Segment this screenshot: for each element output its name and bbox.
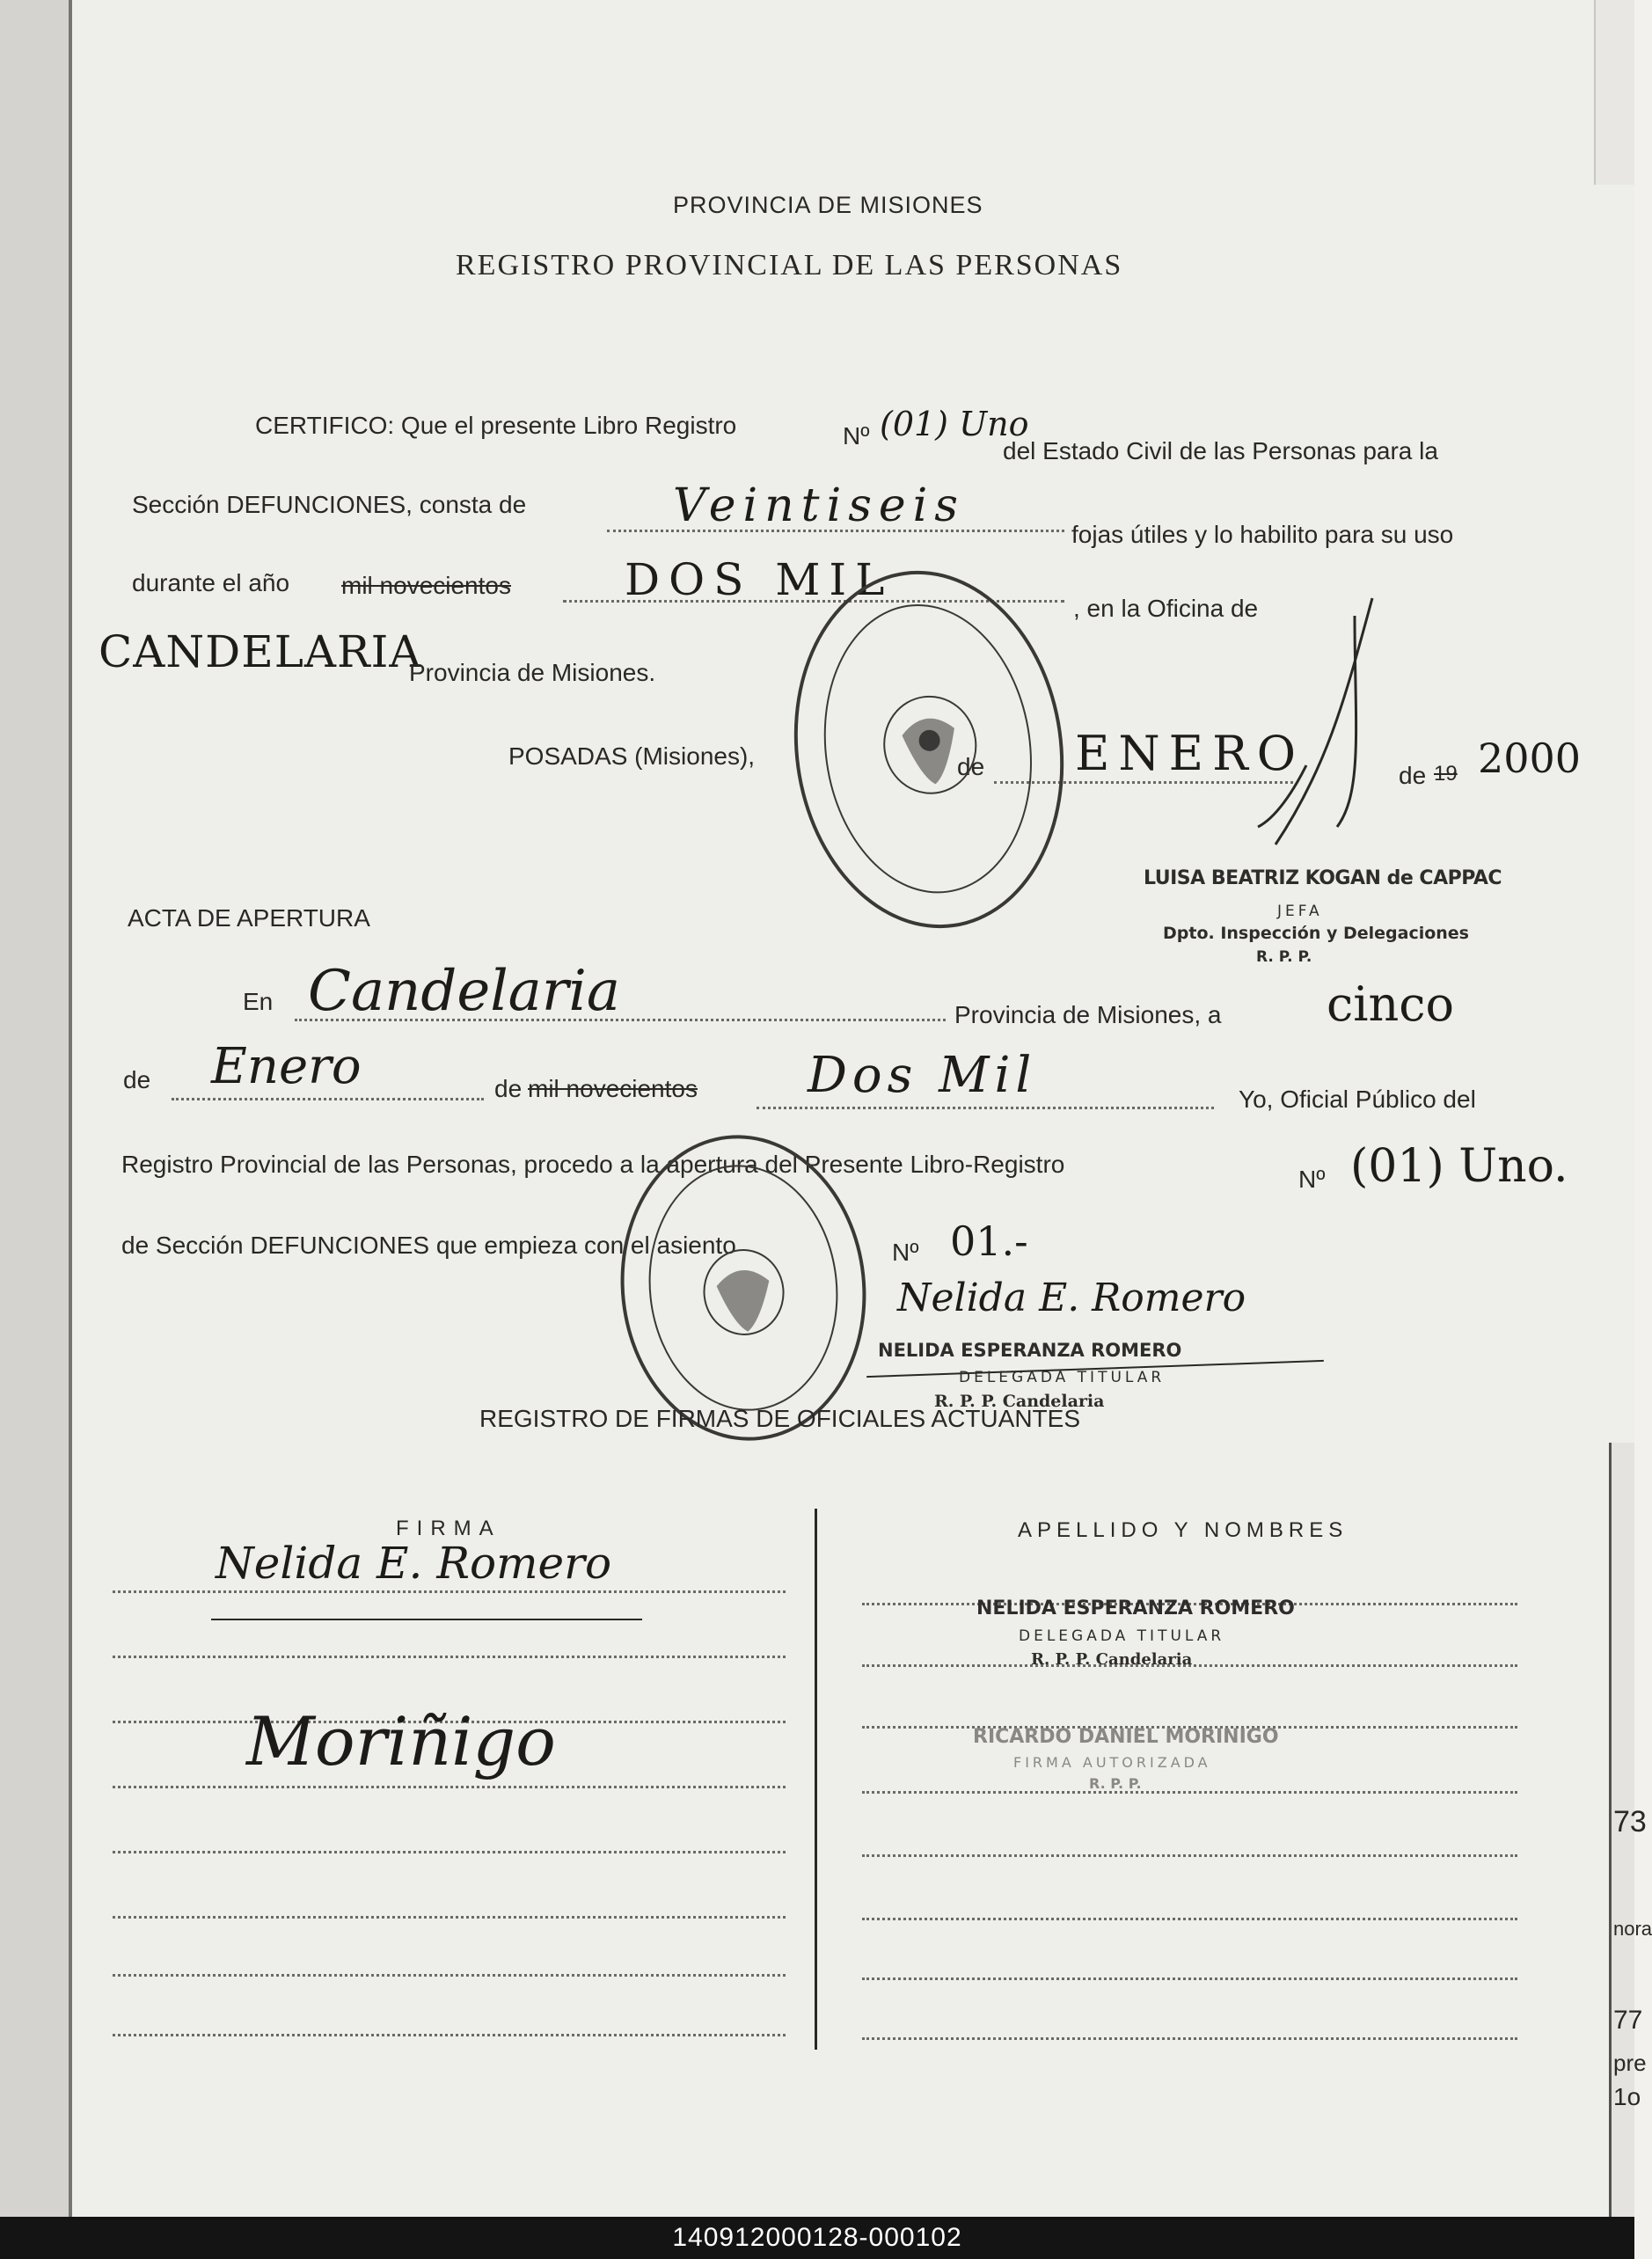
year-handwritten: DOS MIL (625, 554, 894, 605)
year-handwritten: Dos Mil (808, 1047, 1037, 1104)
officer-org-2: R. P. P. (1089, 1775, 1142, 1792)
officer-title-1: DELEGADA TITULAR (1019, 1627, 1225, 1645)
registry-heading: REGISTRO PROVINCIAL DE LAS PERSONAS (456, 249, 1123, 281)
cert-line4-end: Provincia de Misiones. (409, 659, 656, 686)
fill-line (113, 2034, 786, 2036)
de-year-label: de (1399, 762, 1427, 789)
province-heading: PROVINCIA DE MISIONES (673, 192, 983, 218)
acta-line4: de Sección DEFUNCIONES que empieza con el asiento (121, 1232, 736, 1259)
cert-line3-end: , en la Oficina de (1073, 595, 1259, 622)
fill-line (113, 1916, 786, 1919)
acta-no2: Nº (892, 1239, 919, 1266)
fill-line (757, 1107, 1214, 1109)
officer-name-1: NELIDA ESPERANZA ROMERO (976, 1597, 1295, 1619)
struck-text: mil novecientos (528, 1075, 698, 1102)
acta-province: Provincia de Misiones, a (954, 1001, 1222, 1028)
document-id-footer: 140912000128-000102 (0, 2217, 1634, 2259)
official-name: LUISA BEATRIZ KOGAN de CAPPAC (1144, 867, 1502, 889)
fill-line (862, 2037, 1517, 2040)
acta-de2: de (494, 1075, 523, 1102)
acta-yo: Yo, Oficial Público del (1239, 1086, 1476, 1113)
signature-underline (211, 1619, 642, 1620)
fill-line (862, 1854, 1517, 1857)
cert-line2-end: fojas útiles y lo habilito para su uso (1071, 521, 1454, 548)
officer-signature-1: Nelida E. Romero (216, 1538, 612, 1589)
edge-fragment: 73 (1613, 1805, 1647, 1839)
signature-stroke (1223, 563, 1407, 853)
column-divider (815, 1509, 817, 2050)
month-handwritten: Enero (211, 1038, 362, 1095)
book-spine (0, 0, 72, 2217)
officer-title-2: FIRMA AUTORIZADA (1013, 1754, 1211, 1771)
acta-title: ACTA DE APERTURA (128, 904, 370, 932)
de-label: de (957, 753, 985, 780)
fill-line (862, 1791, 1517, 1794)
adjacent-page-edge (1609, 1443, 1652, 2217)
folios-handwritten: Veintiseis (673, 479, 965, 532)
day-handwritten: cinco (1327, 976, 1455, 1032)
place-handwritten: Candelaria (308, 959, 621, 1024)
official-title: JEFA (1277, 903, 1323, 920)
cert-line2-start: Sección DEFUNCIONES, consta de (132, 491, 527, 518)
fill-line (113, 1974, 786, 1977)
entry-handwritten: 01.- (950, 1217, 1028, 1265)
cert-line3-start: durante el año (132, 569, 290, 596)
fill-line (113, 1786, 786, 1788)
signatures-title: REGISTRO DE FIRMAS DE OFICIALES ACTUANTES (479, 1405, 1080, 1432)
city-label: POSADAS (Misiones), (508, 742, 756, 770)
date-year-handwritten: 2000 (1478, 735, 1582, 782)
acta-no: Nº (1298, 1166, 1326, 1193)
delegate-org: R. P. P. Candelaria (934, 1392, 1105, 1411)
delegate-name: NELIDA ESPERANZA ROMERO (878, 1340, 1182, 1361)
coat-of-arms-icon (870, 681, 990, 808)
fill-line (862, 1978, 1517, 1980)
official-dept: Dpto. Inspección y Delegaciones (1163, 924, 1469, 943)
fill-line (113, 1656, 786, 1658)
delegate-title: DELEGADA TITULAR (959, 1369, 1166, 1386)
office-handwritten: CANDELARIA (99, 626, 422, 677)
book-number-handwritten: (01) Uno (880, 405, 1029, 443)
edge-fragment: 1o (1613, 2083, 1641, 2110)
struck-text: mil novecientos (341, 572, 511, 599)
coat-of-arms-icon (691, 1239, 797, 1346)
month-handwritten: ENERO (1075, 726, 1305, 781)
cert-line1-end: del Estado Civil de las Personas para la (1003, 437, 1438, 464)
officer-signature-2: Moriñigo (246, 1702, 556, 1780)
acta-line3: Registro Provincial de las Personas, procedo a la apertura del Presente Libro-Registro (121, 1151, 1065, 1178)
edge-fragment: nora (1613, 1918, 1652, 1940)
fill-line (113, 1590, 786, 1593)
edge-fragment: pre (1613, 2050, 1647, 2076)
acta-en: En (243, 988, 274, 1015)
officer-name-2: RICARDO DANIEL MORINIGO (973, 1726, 1279, 1748)
book-handwritten: (01) Uno. (1350, 1140, 1568, 1193)
delegate-signature: Nelida E. Romero (897, 1276, 1246, 1320)
fill-line (113, 1851, 786, 1853)
cert-no-label: Nº (843, 422, 870, 450)
adjacent-page-edge-top (1594, 0, 1634, 185)
fill-line (862, 1918, 1517, 1920)
struck-text: 19 (1434, 762, 1458, 786)
official-org: R. P. P. (1256, 948, 1312, 966)
acta-de: de (123, 1066, 151, 1093)
edge-fragment: 77 (1613, 2006, 1643, 2035)
fill-line (172, 1098, 484, 1100)
cert-line1-start: CERTIFICO: Que el presente Libro Registro (255, 412, 737, 439)
officer-org-1: R. P. P. Candelaria (1031, 1650, 1193, 1669)
col-nombres-header: APELLIDO Y NOMBRES (1018, 1518, 1349, 1542)
col-firma-header: FIRMA (396, 1517, 501, 1540)
